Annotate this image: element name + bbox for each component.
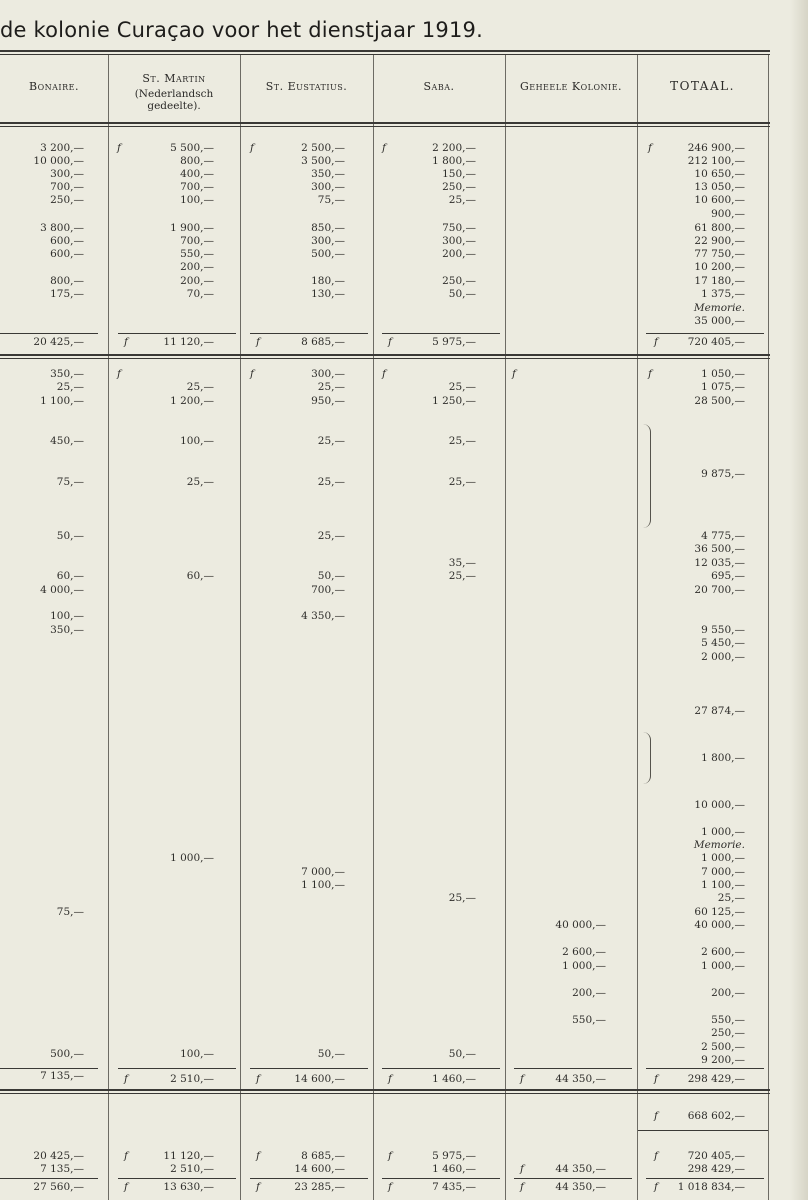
header-geheele-kolonie: Geheele Kolonie.: [519, 80, 623, 93]
amount: 1 000,—: [170, 852, 214, 864]
section-rule: [0, 1089, 770, 1091]
group-brace: [640, 424, 651, 528]
amount: 2 200,—: [432, 142, 476, 154]
amount: 200,—: [442, 248, 476, 260]
amount: 7 135,—: [40, 1163, 84, 1175]
amount: 50,—: [56, 530, 84, 542]
amount: 5 500,—: [170, 142, 214, 154]
amount: 10 200,—: [694, 261, 745, 273]
sum-rule: [250, 333, 368, 334]
amount: 1 100,—: [701, 879, 745, 891]
amount: 150,—: [442, 168, 476, 180]
amount: 300,—: [311, 235, 345, 247]
amount: 100,—: [180, 1048, 214, 1060]
amount: 25,—: [186, 476, 214, 488]
amount: 350,—: [50, 368, 84, 380]
amount: 10 600,—: [694, 194, 745, 206]
currency-mark: f: [648, 142, 652, 154]
amount: 50,—: [317, 1048, 345, 1060]
amount: 550,—: [180, 248, 214, 260]
amount: 1 000,—: [701, 852, 745, 864]
amount: 1 075,—: [701, 381, 745, 393]
amount: 1 050,—: [701, 368, 745, 380]
amount: 5 975,—: [432, 1150, 476, 1162]
amount: 40 000,—: [694, 919, 745, 931]
section-rule-thin: [0, 1093, 770, 1094]
amount: 800,—: [180, 155, 214, 167]
sum-rule: [382, 1068, 500, 1069]
header-totaal: TOTAAL.: [670, 79, 735, 93]
amount: 800,—: [50, 275, 84, 287]
amount: 250,—: [442, 275, 476, 287]
amount: 35,—: [448, 557, 476, 569]
sum-rule: [382, 1178, 500, 1179]
amount: 10 000,—: [33, 155, 84, 167]
amount: 11 120,—: [163, 1150, 214, 1162]
amount: 100,—: [180, 435, 214, 447]
currency-mark: f: [654, 1110, 658, 1122]
amount: 3 200,—: [40, 142, 84, 154]
amount: 27 560,—: [33, 1181, 84, 1193]
amount: 50,—: [448, 1048, 476, 1060]
amount: 700,—: [180, 235, 214, 247]
amount: 250,—: [442, 181, 476, 193]
subtotal-saba: 5 975,—: [432, 336, 476, 348]
amount: 50,—: [448, 288, 476, 300]
currency-mark: f: [388, 1073, 392, 1085]
amount: 400,—: [180, 168, 214, 180]
amount: 250,—: [711, 1027, 745, 1039]
amount: 1 800,—: [701, 752, 745, 764]
amount: 75,—: [56, 476, 84, 488]
amount: 8 685,—: [301, 1150, 345, 1162]
subtotal-geheele-kolonie: 44 350,—: [555, 1073, 606, 1085]
amount: 950,—: [311, 395, 345, 407]
col-divider: [768, 55, 769, 1200]
amount: 61 800,—: [694, 222, 745, 234]
amount: 2 000,—: [701, 651, 745, 663]
amount: 1 200,—: [170, 395, 214, 407]
amount: 1 800,—: [432, 155, 476, 167]
amount: 10 000,—: [694, 799, 745, 811]
amount: 500,—: [311, 248, 345, 260]
amount: 27 874,—: [694, 705, 745, 717]
amount: 550,—: [711, 1014, 745, 1026]
top-rule: [0, 50, 770, 52]
amount: 250,—: [50, 194, 84, 206]
amount: 750,—: [442, 222, 476, 234]
amount: 600,—: [50, 248, 84, 260]
currency-mark: f: [256, 1181, 260, 1193]
amount: 25,—: [448, 435, 476, 447]
amount: 1 000,—: [701, 960, 745, 972]
col-divider: [240, 55, 241, 1200]
amount: 77 750,—: [694, 248, 745, 260]
amount: 1 250,—: [432, 395, 476, 407]
amount: 10 650,—: [694, 168, 745, 180]
header-saba: Saba.: [423, 80, 455, 93]
currency-mark: f: [382, 368, 386, 380]
amount: 350,—: [50, 624, 84, 636]
amount: 246 900,—: [687, 142, 745, 154]
header-st-eustatius: St. Eustatius.: [265, 80, 348, 93]
top-rule-thin: [0, 54, 770, 55]
amount: 700,—: [311, 584, 345, 596]
amount: 1 460,—: [432, 1163, 476, 1175]
subtotal-totaal: 298 429,—: [687, 1073, 745, 1085]
amount: 25,—: [448, 892, 476, 904]
currency-mark: f: [520, 1181, 524, 1193]
amount: 1 375,—: [701, 288, 745, 300]
currency-mark: f: [124, 1073, 128, 1085]
amount: 300,—: [442, 235, 476, 247]
page-title: de kolonie Curaçao voor het dienstjaar 1919.: [0, 18, 483, 42]
amount: 695,—: [711, 570, 745, 582]
subtotal-bonaire: 20 425,—: [33, 336, 84, 348]
amount: 212 100,—: [687, 155, 745, 167]
col-divider: [373, 55, 374, 1200]
amount: 25,—: [317, 530, 345, 542]
amount: 25,—: [448, 381, 476, 393]
sum-rule: [0, 1178, 98, 1179]
amount: 700,—: [50, 181, 84, 193]
sum-rule: [646, 333, 764, 334]
currency-mark: f: [520, 1163, 524, 1175]
amount: 200,—: [180, 275, 214, 287]
amount: 700,—: [180, 181, 214, 193]
currency-mark: f: [256, 1150, 260, 1162]
currency-mark: f: [654, 1073, 658, 1085]
amount: 5 450,—: [701, 637, 745, 649]
amount: 17 180,—: [694, 275, 745, 287]
amount: 12 035,—: [694, 557, 745, 569]
subtotal-st-eustatius: 8 685,—: [301, 336, 345, 348]
amount: 60 125,—: [694, 906, 745, 918]
amount: 1 900,—: [170, 222, 214, 234]
amount: 25,—: [317, 381, 345, 393]
amount: 1 100,—: [301, 879, 345, 891]
sum-rule: [0, 1068, 98, 1069]
currency-mark: f: [117, 368, 121, 380]
subtotal-st-martin: 2 510,—: [170, 1073, 214, 1085]
amount: 298 429,—: [687, 1163, 745, 1175]
amount: 200,—: [711, 987, 745, 999]
amount: 300,—: [311, 368, 345, 380]
amount: 50,—: [317, 570, 345, 582]
subtotal-st-eustatius: 14 600,—: [294, 1073, 345, 1085]
amount: 2 500,—: [701, 1041, 745, 1053]
amount: 600,—: [50, 235, 84, 247]
sum-rule: [646, 1068, 764, 1069]
amount: 2 510,—: [170, 1163, 214, 1175]
amount: 2 500,—: [301, 142, 345, 154]
amount: 20 700,—: [694, 584, 745, 596]
amount: 100,—: [180, 194, 214, 206]
amount: 25,—: [317, 435, 345, 447]
currency-mark: f: [520, 1073, 524, 1085]
amount: 175,—: [50, 288, 84, 300]
amount: 300,—: [50, 168, 84, 180]
currency-mark: f: [654, 336, 658, 348]
currency-mark: f: [250, 368, 254, 380]
amount: 13 050,—: [694, 181, 745, 193]
currency-mark: f: [388, 1150, 392, 1162]
amount: 9 875,—: [701, 468, 745, 480]
currency-mark: f: [654, 1181, 658, 1193]
amount: 850,—: [311, 222, 345, 234]
sum-rule: [250, 1068, 368, 1069]
amount: 4 775,—: [701, 530, 745, 542]
amount: 7 000,—: [701, 866, 745, 878]
amount: 180,—: [311, 275, 345, 287]
amount: 44 350,—: [555, 1163, 606, 1175]
amount: 9 550,—: [701, 624, 745, 636]
amount: 70,—: [186, 288, 214, 300]
currency-mark: f: [256, 1073, 260, 1085]
amount: 20 425,—: [33, 1150, 84, 1162]
sum-rule: [118, 1178, 236, 1179]
col-divider: [108, 55, 109, 1200]
amount: 720 405,—: [687, 1150, 745, 1162]
sum-rule: [118, 333, 236, 334]
section-rule-thin: [0, 358, 770, 359]
subtotal-bonaire: 7 135,—: [40, 1070, 84, 1082]
currency-mark: f: [388, 336, 392, 348]
amount: 25,—: [448, 570, 476, 582]
amount: 25,—: [448, 476, 476, 488]
header-st-martin: St. Martin (Nederlandsch gedeelte).: [134, 72, 214, 112]
amount: 2 600,—: [701, 946, 745, 958]
page-edge: [790, 0, 808, 1200]
amount: 500,—: [50, 1048, 84, 1060]
amount: 9 200,—: [701, 1054, 745, 1066]
amount: 3 800,—: [40, 222, 84, 234]
currency-mark: f: [117, 142, 121, 154]
header-rule-thin: [0, 126, 770, 127]
amount: 1 018 834,—: [677, 1181, 745, 1193]
memorie-note: Memorie.: [693, 839, 745, 851]
sum-rule: [0, 333, 98, 334]
amount: 7 000,—: [301, 866, 345, 878]
header-bonaire: Bonaire.: [29, 80, 79, 93]
subtotal-st-martin: 11 120,—: [163, 336, 214, 348]
sum-rule: [118, 1068, 236, 1069]
sum-rule: [646, 1178, 764, 1179]
amount: 450,—: [50, 435, 84, 447]
section-rule: [0, 354, 770, 356]
sum-rule: [250, 1178, 368, 1179]
subtotal-totaal: 720 405,—: [687, 336, 745, 348]
amount: 13 630,—: [163, 1181, 214, 1193]
amount: 4 350,—: [301, 610, 345, 622]
amount: 60,—: [186, 570, 214, 582]
amount: 25,—: [448, 194, 476, 206]
amount: 36 500,—: [694, 543, 745, 555]
amount: 130,—: [311, 288, 345, 300]
amount: 25,—: [717, 892, 745, 904]
sum-rule: [382, 333, 500, 334]
currency-mark: f: [124, 1181, 128, 1193]
amount: 40 000,—: [555, 919, 606, 931]
amount: 1 000,—: [701, 826, 745, 838]
amount: 4 000,—: [40, 584, 84, 596]
amount: 75,—: [56, 906, 84, 918]
amount: 28 500,—: [694, 395, 745, 407]
amount: 35 000,—: [694, 315, 745, 327]
currency-mark: f: [654, 1150, 658, 1162]
amount: 1 000,—: [562, 960, 606, 972]
amount: 3 500,—: [301, 155, 345, 167]
amount: 200,—: [572, 987, 606, 999]
currency-mark: f: [256, 336, 260, 348]
amount: 300,—: [311, 181, 345, 193]
currency-mark: f: [124, 1150, 128, 1162]
amount: 44 350,—: [555, 1181, 606, 1193]
amount: 23 285,—: [294, 1181, 345, 1193]
amount: 550,—: [572, 1014, 606, 1026]
grand-total: 668 602,—: [687, 1110, 745, 1122]
sum-rule: [514, 1178, 632, 1179]
amount: 350,—: [311, 168, 345, 180]
amount: 25,—: [186, 381, 214, 393]
currency-mark: f: [512, 368, 516, 380]
currency-mark: f: [382, 142, 386, 154]
amount: 100,—: [50, 610, 84, 622]
sum-rule: [638, 1130, 768, 1131]
header-rule: [0, 122, 770, 124]
amount: 7 435,—: [432, 1181, 476, 1193]
amount: 60,—: [56, 570, 84, 582]
amount: 75,—: [317, 194, 345, 206]
currency-mark: f: [388, 1181, 392, 1193]
amount: 22 900,—: [694, 235, 745, 247]
subtotal-saba: 1 460,—: [432, 1073, 476, 1085]
memorie-note: Memorie.: [693, 302, 745, 314]
currency-mark: f: [124, 336, 128, 348]
sum-rule: [514, 1068, 632, 1069]
amount: 1 100,—: [40, 395, 84, 407]
amount: 200,—: [180, 261, 214, 273]
currency-mark: f: [250, 142, 254, 154]
col-divider: [637, 55, 638, 1200]
amount: 14 600,—: [294, 1163, 345, 1175]
col-divider: [505, 55, 506, 1200]
amount: 2 600,—: [562, 946, 606, 958]
currency-mark: f: [648, 368, 652, 380]
amount: 25,—: [56, 381, 84, 393]
amount: 900,—: [711, 208, 745, 220]
group-brace: [640, 732, 651, 784]
amount: 25,—: [317, 476, 345, 488]
